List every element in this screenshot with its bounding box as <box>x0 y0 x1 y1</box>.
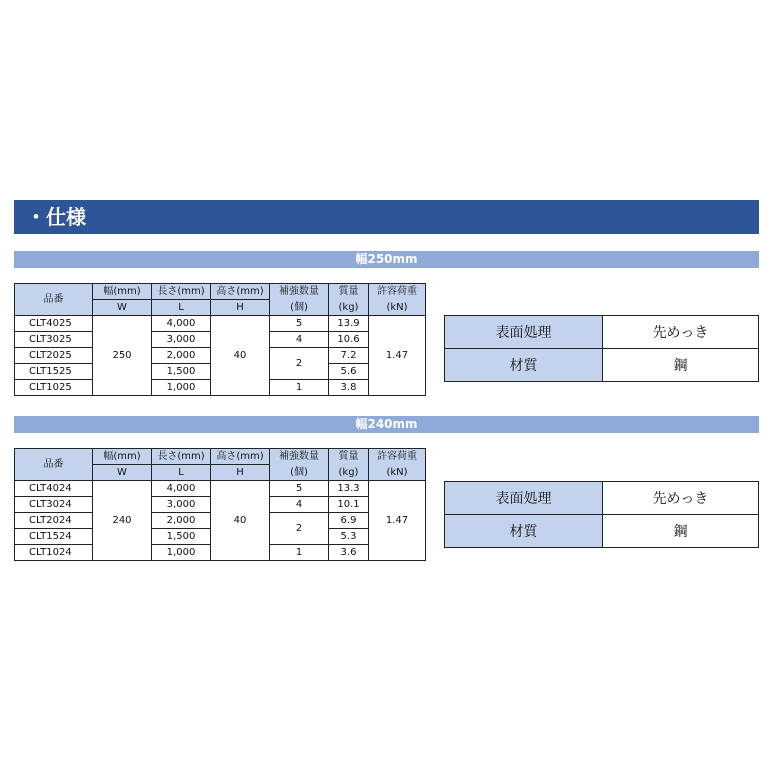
mass-cell: 10.1 <box>329 497 369 513</box>
load-cell: 1.47 <box>369 316 426 396</box>
reinforcement-cell: 5 <box>270 316 329 332</box>
header-length: 長さ(mm) <box>152 284 211 300</box>
table-row <box>15 316 426 332</box>
header-load: 許容荷重 <box>369 284 426 300</box>
header-length-sub: L <box>152 465 211 481</box>
header-mass: 質量 <box>329 449 369 465</box>
reinforcement-cell: 4 <box>270 332 329 348</box>
width-cell: 250 <box>93 316 152 396</box>
header-width-sub: W <box>93 465 152 481</box>
header-mass-sub: (kg) <box>329 300 369 316</box>
surface-treatment-label: 表面処理 <box>445 482 603 515</box>
length-cell: 2,000 <box>152 513 211 529</box>
length-cell: 1,000 <box>152 545 211 561</box>
length-cell: 2,000 <box>152 348 211 364</box>
surface-treatment-value: 先めっき <box>603 316 759 349</box>
length-cell: 3,000 <box>152 497 211 513</box>
reinforcement-cell: 1 <box>270 380 329 396</box>
header-part: 品番 <box>15 284 93 316</box>
reinforcement-cell: 4 <box>270 497 329 513</box>
header-height-sub: H <box>211 465 270 481</box>
mass-cell: 3.6 <box>329 545 369 561</box>
mass-cell: 7.2 <box>329 348 369 364</box>
table-row <box>15 481 426 497</box>
part-cell: CLT2025 <box>15 348 93 364</box>
header-load-sub: (kN) <box>369 465 426 481</box>
height-cell: 40 <box>211 481 270 561</box>
mass-cell: 5.3 <box>329 529 369 545</box>
header-height-sub: H <box>211 300 270 316</box>
material-label: 材質 <box>445 349 603 382</box>
header-length-sub: L <box>152 300 211 316</box>
length-cell: 4,000 <box>152 481 211 497</box>
surface-treatment-value: 先めっき <box>603 482 759 515</box>
width-cell: 240 <box>93 481 152 561</box>
header-reinforcement-sub: (個) <box>270 465 329 481</box>
spec-table-250 <box>14 283 426 396</box>
header-load: 許容荷重 <box>369 449 426 465</box>
header-mass-sub: (kg) <box>329 465 369 481</box>
header-height: 高さ(mm) <box>211 449 270 465</box>
header-reinforcement: 補強数量 <box>270 284 329 300</box>
mass-cell: 6.9 <box>329 513 369 529</box>
header-width: 幅(mm) <box>93 449 152 465</box>
part-cell: CLT1025 <box>15 380 93 396</box>
mass-cell: 13.9 <box>329 316 369 332</box>
part-cell: CLT1024 <box>15 545 93 561</box>
material-label: 材質 <box>445 515 603 548</box>
length-cell: 1,000 <box>152 380 211 396</box>
surface-treatment-label: 表面処理 <box>445 316 603 349</box>
finish-table-240 <box>444 481 759 548</box>
part-cell: CLT2024 <box>15 513 93 529</box>
mass-cell: 13.3 <box>329 481 369 497</box>
header-part: 品番 <box>15 449 93 481</box>
mass-cell: 10.6 <box>329 332 369 348</box>
load-cell: 1.47 <box>369 481 426 561</box>
mass-cell: 3.8 <box>329 380 369 396</box>
material-value: 鋼 <box>603 515 759 548</box>
spec-table-240 <box>14 448 426 561</box>
header-width-sub: W <box>93 300 152 316</box>
header-load-sub: (kN) <box>369 300 426 316</box>
reinforcement-cell: 2 <box>270 348 329 380</box>
length-cell: 1,500 <box>152 364 211 380</box>
mass-cell: 5.6 <box>329 364 369 380</box>
header-length: 長さ(mm) <box>152 449 211 465</box>
header-reinforcement-sub: (個) <box>270 300 329 316</box>
header-height: 高さ(mm) <box>211 284 270 300</box>
part-cell: CLT4025 <box>15 316 93 332</box>
part-cell: CLT4024 <box>15 481 93 497</box>
length-cell: 1,500 <box>152 529 211 545</box>
width-250-band: 幅250mm <box>14 251 759 268</box>
section-title: ・仕様 <box>14 200 759 234</box>
part-cell: CLT1525 <box>15 364 93 380</box>
header-reinforcement: 補強数量 <box>270 449 329 465</box>
reinforcement-cell: 1 <box>270 545 329 561</box>
height-cell: 40 <box>211 316 270 396</box>
length-cell: 4,000 <box>152 316 211 332</box>
part-cell: CLT3025 <box>15 332 93 348</box>
width-240-band: 幅240mm <box>14 416 759 433</box>
header-width: 幅(mm) <box>93 284 152 300</box>
header-mass: 質量 <box>329 284 369 300</box>
length-cell: 3,000 <box>152 332 211 348</box>
part-cell: CLT1524 <box>15 529 93 545</box>
reinforcement-cell: 5 <box>270 481 329 497</box>
reinforcement-cell: 2 <box>270 513 329 545</box>
part-cell: CLT3024 <box>15 497 93 513</box>
finish-table-250 <box>444 315 759 382</box>
material-value: 鋼 <box>603 349 759 382</box>
